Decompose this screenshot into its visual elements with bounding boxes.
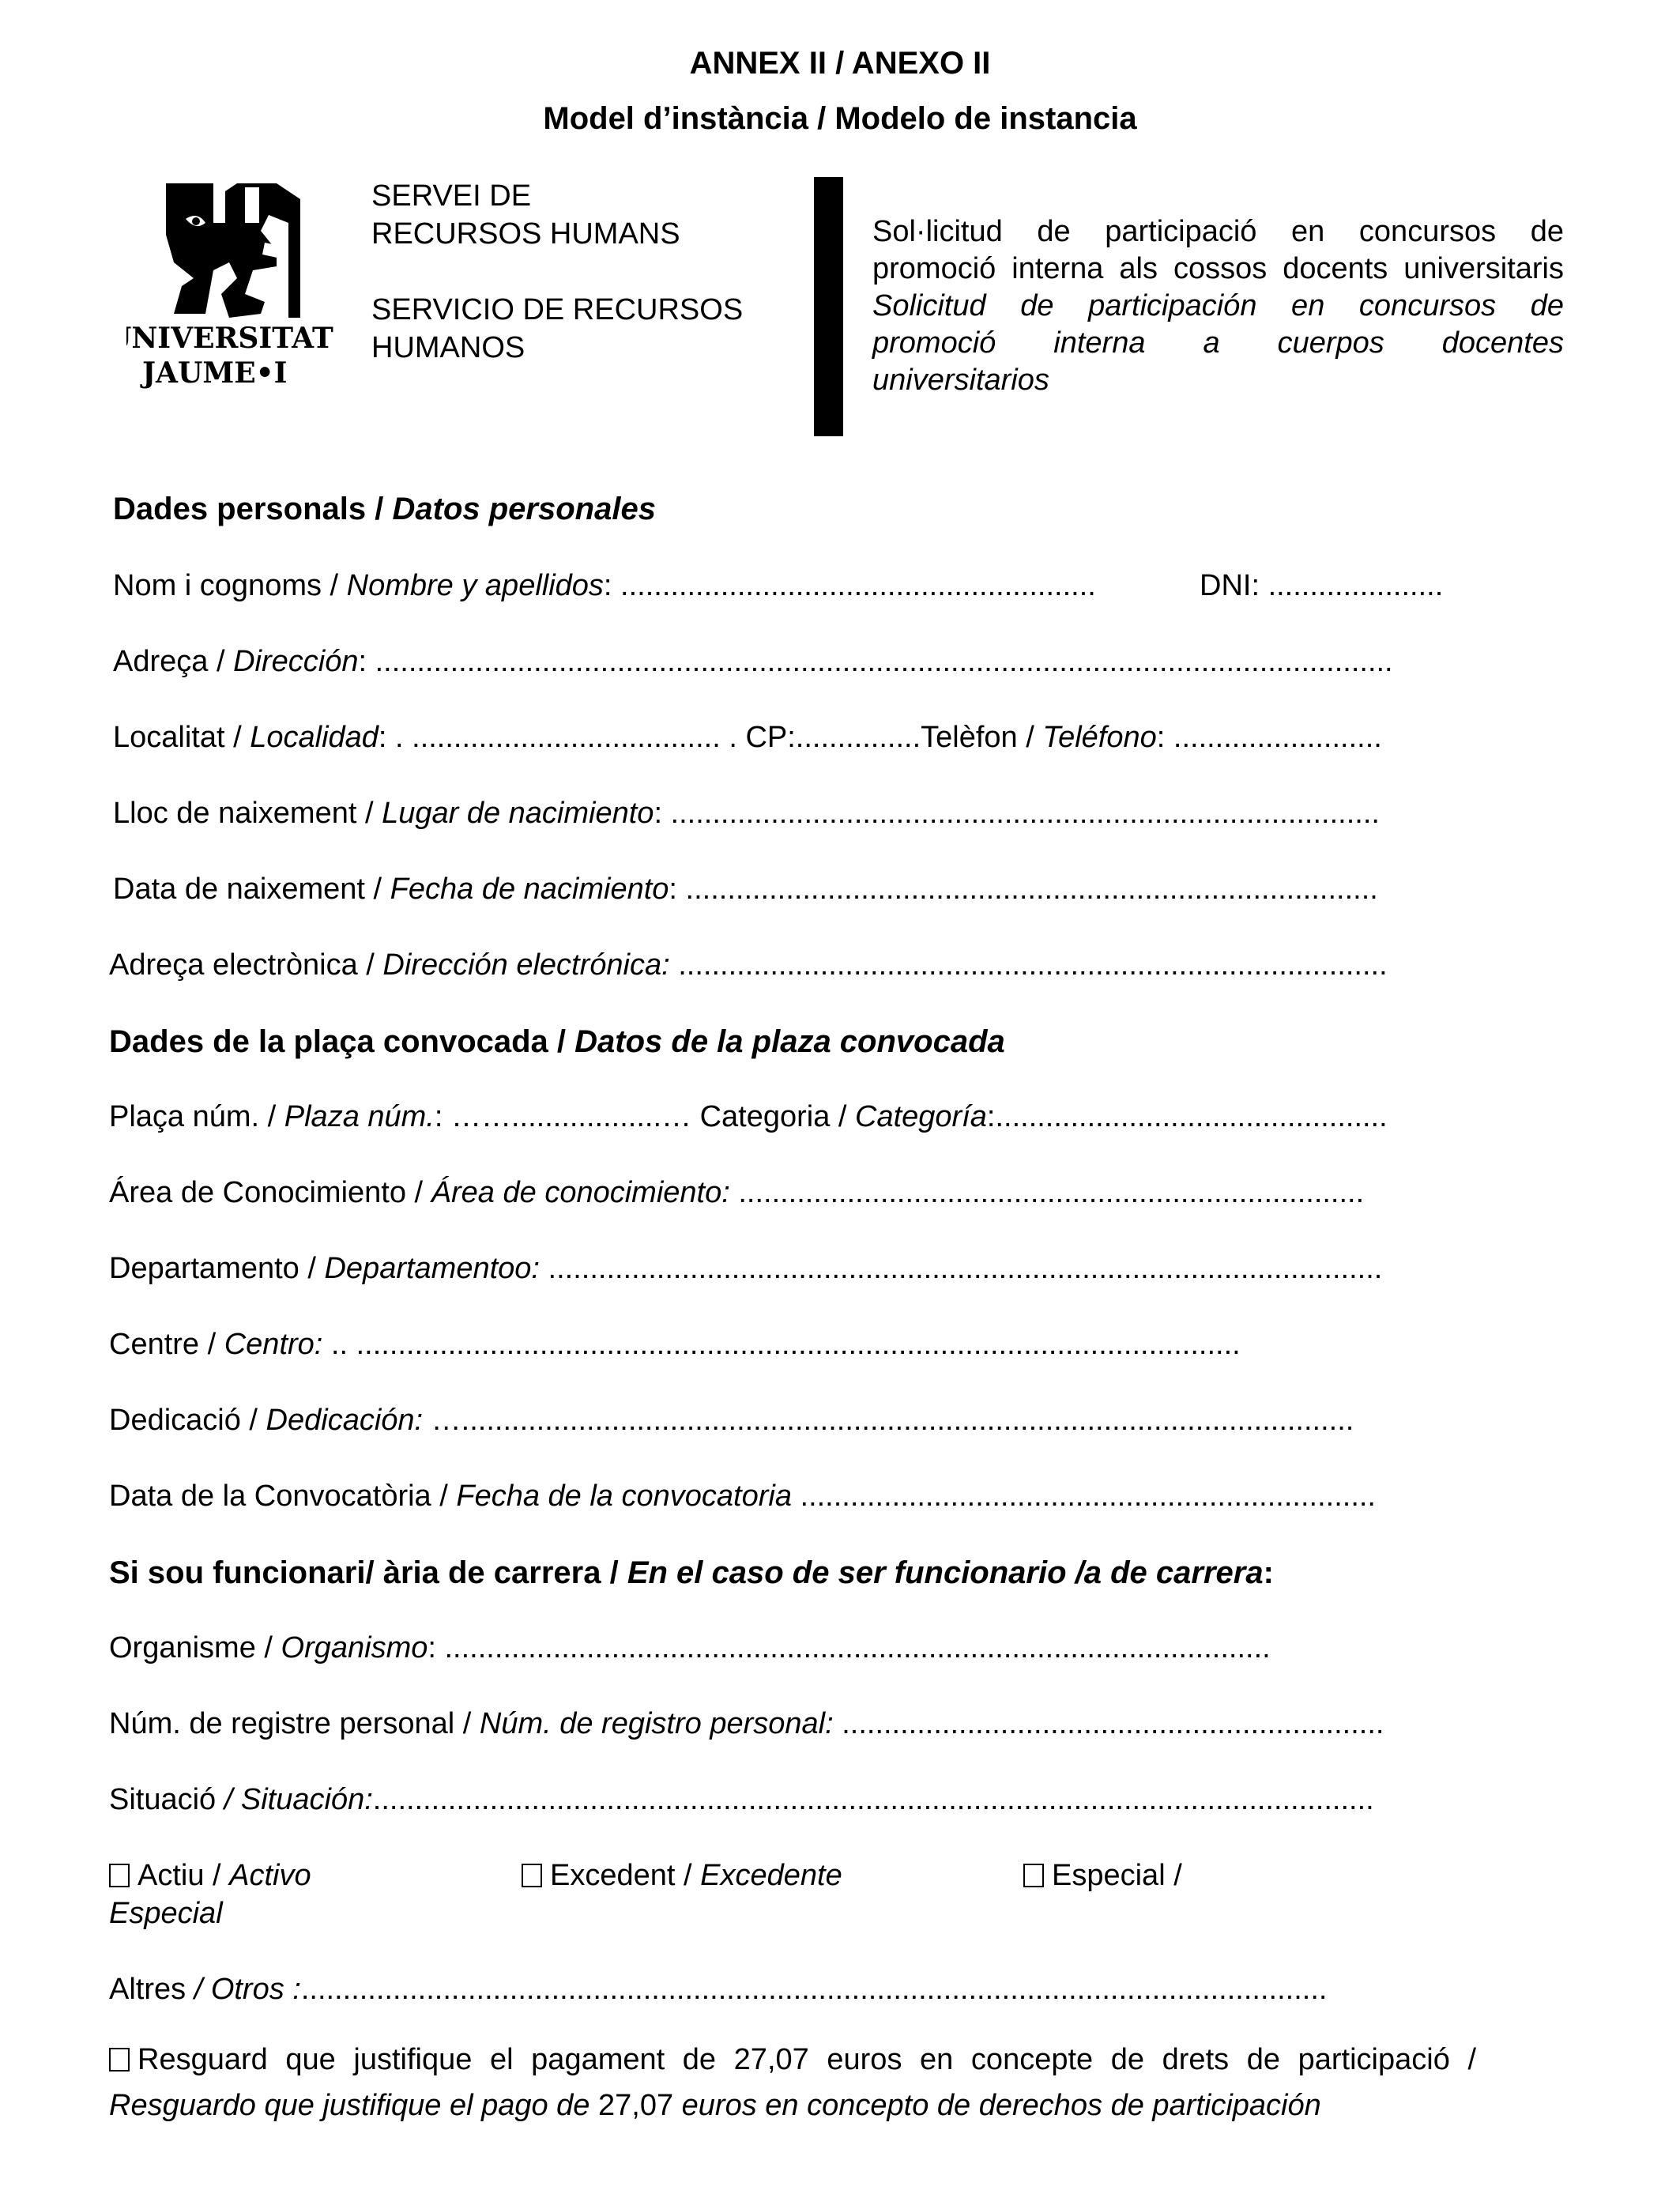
request-es-line1: Solicitud de participación en concursos de [872, 289, 1564, 322]
department-field[interactable]: Departamento / Departamentoo: .................................................................................................... [109, 1252, 1383, 1285]
dedication-field[interactable]: Dedicació / Dedicación: …........................................................................................................... [109, 1404, 1354, 1437]
special-checkbox[interactable] [1023, 1864, 1044, 1887]
logo-text-line2: JAUME•I [142, 356, 288, 389]
personal-section-title: Dades personals / Datos personales [113, 492, 656, 526]
position-section-title: Dades de la plaça convocada / Datos de la plaza convocada [109, 1024, 1005, 1059]
centre-field[interactable]: Centre / Centro: .. .......................................................................................................... [109, 1328, 1241, 1361]
phone-field[interactable]: Telèfon / Teléfono: ......................... [921, 721, 1382, 754]
receipt-cat-text: Resguard que justifique el pagament de 27,07 euros en concepte de drets de participació / [137, 2043, 1476, 2076]
option-active[interactable]: Actiu / Activo [109, 1859, 311, 1893]
request-title-block [872, 213, 1564, 399]
service-es-line1: SERVICIO DE RECURSOS [371, 293, 744, 326]
situation-field[interactable]: Situació / Situación:........................................................................................................................ [109, 1783, 1374, 1816]
receipt-es-text-a: Resguardo que justifique el pago de [109, 2089, 599, 2122]
receipt-checkbox[interactable] [109, 2048, 130, 2071]
request-es-line3: universitarios [872, 364, 1049, 397]
civil-servant-section-title: Si sou funcionari/ ària de carrera / En el caso de ser funcionario /a de carrera: [109, 1555, 1274, 1590]
option-excedent[interactable]: Excedent / Excedente [522, 1859, 842, 1893]
service-es-line2: HUMANOS [371, 331, 525, 364]
annex-title: ANNEX II / ANEXO II [689, 46, 991, 81]
address-field[interactable]: Adreça / Dirección: .......................................................................................................................... [113, 645, 1393, 678]
request-es-line2: promoció interna a cuerpos docentes [872, 326, 1564, 360]
request-cat-line1: Sol·licitud de participació en concursos de [872, 215, 1564, 248]
receipt-amount: 27,07 [598, 2089, 674, 2122]
option-special[interactable]: Especial / [1023, 1859, 1182, 1893]
call-date-field[interactable]: Data de la Convocatòria / Fecha de la convocatoria ..................................................................... [109, 1480, 1376, 1513]
active-checkbox[interactable] [109, 1864, 130, 1887]
option-special-es: Especial [109, 1897, 223, 1930]
birthdate-field[interactable]: Data de naixement / Fecha de nacimiento: ................................................................................... [113, 873, 1378, 906]
service-block [371, 177, 743, 367]
organism-field[interactable]: Organisme / Organismo: ................................................................................................... [109, 1631, 1271, 1664]
model-title: Model d’instància / Modelo de instancia [543, 101, 1137, 136]
others-field[interactable]: Altres / Otros :........................................................................................................................... [109, 1973, 1328, 2006]
logo-text-line1: UNIVERSITAT [126, 322, 333, 355]
service-cat-line1: SERVEI DE [371, 179, 532, 213]
locality-field[interactable]: Localitat / Localidad: . ..................................... . CP:...............Telèfon / Teléfono: ......................... [113, 721, 1382, 754]
dni-field[interactable]: DNI: ..................... [1200, 569, 1444, 602]
excedent-checkbox[interactable] [522, 1864, 542, 1887]
position-number-field[interactable]: Plaça núm. / Plaza núm.: ……..................… Categoria / Categoría:............................................... [109, 1100, 1388, 1133]
payment-receipt[interactable] [109, 2037, 1476, 2128]
vertical-divider [814, 177, 843, 436]
name-field[interactable]: Nom i cognoms / Nombre y apellidos: ......................................................... [113, 569, 1096, 602]
birthplace-field[interactable]: Lloc de naixement / Lugar de nacimiento: ..................................................................................... [113, 797, 1380, 830]
knowledge-area-field[interactable]: Área de Conocimiento / Área de conocimiento: ........................................................................... [109, 1176, 1365, 1209]
email-field[interactable]: Adreça electrònica / Dirección electrónica: ..................................................................................... [109, 948, 1388, 982]
receipt-es-text-b: euros en concepto de derechos de participación [673, 2089, 1321, 2122]
university-jaume-i-logo-icon [126, 175, 340, 389]
university-logo [126, 175, 340, 389]
registry-number-field[interactable]: Núm. de registre personal / Núm. de registro personal: ................................................................. [109, 1707, 1384, 1740]
request-cat-line2: promoció interna als cossos docents universitaris [872, 252, 1564, 285]
service-cat-line2: RECURSOS HUMANS [371, 217, 680, 251]
